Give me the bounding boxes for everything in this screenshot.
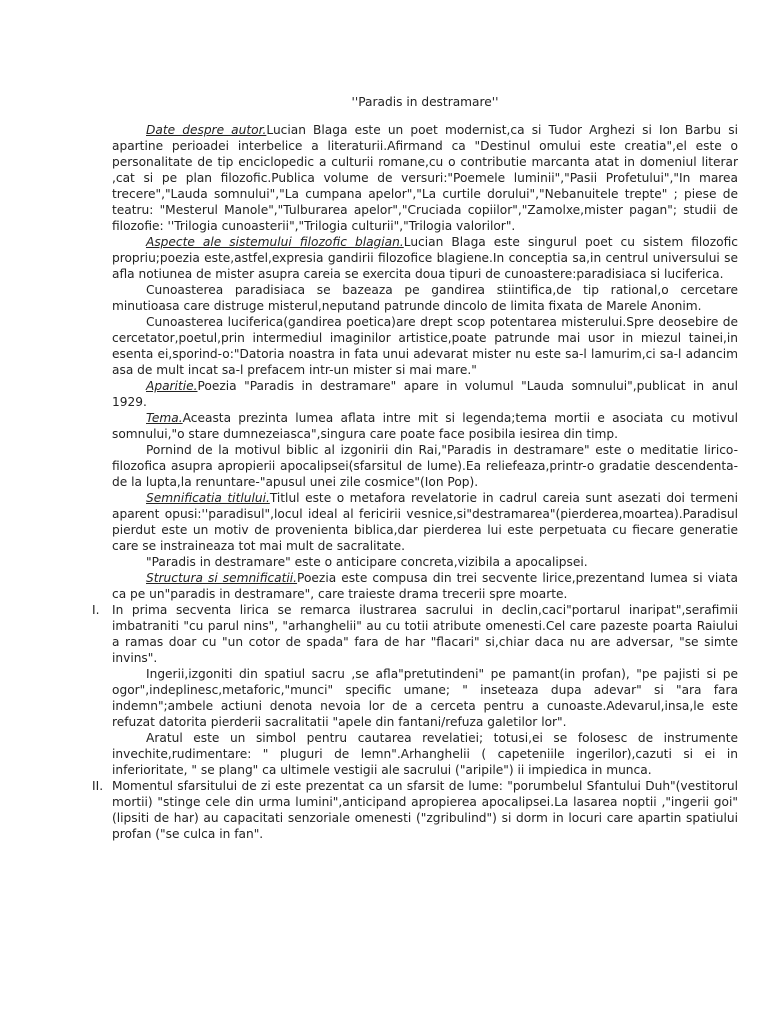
paragraph-appearance xyxy=(112,378,738,410)
section-one xyxy=(92,602,738,666)
paragraph-anticipation xyxy=(112,554,738,570)
paragraph-text: "Paradis in destramare" este o anticipare concreta,vizibila a apocalipsei. xyxy=(146,555,588,569)
paragraph-text: Lucian Blaga este un poet modernist,ca si Tudor Arghezi si Ion Barbu si apartine perioadei interbelice a literaturii.Afirmand ca "Destinul omului este creatia",el este o personalitate de tip enciclopedic a culturii romane,cu o contributie marcanta atat in domeniul literar ,cat si pe plan filozofic.Publica volume de versuri:"Poemele luminii","Pasii Profetului","In marea trecere","Lauda somnului","La cumpana apelor","La curtile dorului","Nebanuitele trepte" ; piese de teatru: "Mesterul Manole","Tulburarea apelor","Cruciada copiilor","Zamolxe,mister pagan"; studii de filozofie: ''Trilogia cunoasterii","Trilogia culturii","Trilogia valorilor". xyxy=(112,123,738,233)
paragraph-paradisiac xyxy=(112,282,738,314)
paragraph-author xyxy=(112,122,738,234)
section-text: In prima secventa lirica se remarca ilustrarea sacrului in declin,caci"portarul inaripat",serafimii imbatraniti "cu parul nins", "arhanghelii" au cu totii atribute omenesti.Cel care pazeste poarta Raiului a ramas doar cu "un cotor de spada" fara de har "flacari" si,chiar daca nu are adversar, "se simte invins". xyxy=(112,603,738,665)
section-text: Momentul sfarsitului de zi este prezentat ca un sfarsit de lume: "porumbelul Sfantului Duh"(vestitorul mortii) "stinge cele din urma lumini",anticipand apropierea apocalipsei.La lasarea noptii ,"ingerii goi"(lipsiti de har) au capacitati senzoriale omenesti ("zgribulind") si dorm in locuri care apartin spatiului profan ("se culca in fan". xyxy=(112,779,738,841)
paragraph-text: Aceasta prezinta lumea aflata intre mit si legenda;tema mortii e asociata cu motivul somnului,"o stare dumnezeiasca",singura care poate face posibila iesirea din timp. xyxy=(112,411,738,441)
paragraph-text: Pornind de la motivul biblic al izgonirii din Rai,"Paradis in destramare" este o meditatie lirico-filozofica asupra apropierii apocalipsei(sfarsitul de lume).Ea reliefeaza,printr-o gradatie descendenta-de la lupta,la renuntare-"apusul unei zile cosmice"(Ion Pop). xyxy=(112,443,738,489)
section-number: I. xyxy=(92,603,100,617)
section-number: II. xyxy=(92,779,104,793)
heading-appearance: Aparitie. xyxy=(146,379,198,393)
heading-philosophy: Aspecte ale sistemului filozofic blagian. xyxy=(146,235,404,249)
section-two xyxy=(92,778,738,842)
paragraph-text: Titlul este o metafora revelatorie in cadrul careia sunt asezati doi termeni aparent opusi:''paradisul",locul ideal al fericirii vesnice,si"destramarea"(pierderea,moartea).Paradisul pierdut este un motiv de provenienta biblica,dar pierderea lui este perpetuata cu fiecare generatie care se instraineaza tot mai mult de sacralitate. xyxy=(112,491,738,553)
paragraph-philosophy xyxy=(112,234,738,282)
paragraph-text: Lucian Blaga este singurul poet cu sistem filozofic propriu;poezia este,astfel,expresia gandirii filozofice blagiene.In conceptia sa,in centrul universului se afla notiunea de mister asupra careia se exercita doua tipuri de cunoastere:paradisiaca si luciferica. xyxy=(112,235,738,281)
paragraph-angels xyxy=(112,666,738,730)
paragraph-text: Ingerii,izgoniti din spatiul sacru ,se afla"pretutindeni" pe pamant(in profan), "pe pajisti si pe ogor",indeplinesc,metaforic,"munci" specific umane; " inseteaza dupa adevar" si "ara fara indemn";ambele actiuni denota nevoia lor de a cerceta pentru a cunoaste.Adevarul,insa,le este refuzat datorita pierderii sacralitatii "apele din fantani/refuza galetilor lor". xyxy=(112,667,738,729)
heading-theme: Tema. xyxy=(146,411,183,425)
paragraph-structure xyxy=(112,570,738,602)
paragraph-text: Aratul este un simbol pentru cautarea revelatiei; totusi,ei se folosesc de instrumente invechite,rudimentare: " pluguri de lemn".Arhanghelii ( capeteniile ingerilor),cazuti si ei in inferioritate, " se plang" ca ultimele vestigii ale sacrului ("aripile") ii impiedica in munca. xyxy=(112,731,738,777)
paragraph-text: Cunoasterea paradisiaca se bazeaza pe gandirea stiintifica,de tip rational,o cercetare minutioasa care distruge misterul,neputand patrunde dincolo de limita fixata de Marele Anonim. xyxy=(112,283,738,313)
document-title: ''Paradis in destramare'' xyxy=(351,95,499,109)
paragraph-title-meaning xyxy=(112,490,738,554)
paragraph-text: Poezia "Paradis in destramare" apare in volumul "Lauda somnului",publicat in anul 1929. xyxy=(112,379,738,409)
paragraph-text: Cunoasterea luciferica(gandirea poetica)are drept scop potentarea misterului.Spre deosebire de cercetator,poetul,prin intermediul imaginilor artistice,poate patrunde mai usor in miezul tainei,in esenta ei,sporind-o:"Datoria noastra in fata unui adevarat mister nu este sa-l lamurim,ci sa-l adancim asa de mult incat sa-l prefacem intr-un mister si mai mare." xyxy=(112,315,738,377)
paragraph-text: Poezia este compusa din trei secvente lirice,prezentand lumea si viata ca pe un"paradis in destramare", care traieste drama trecerii spre moarte. xyxy=(112,571,738,601)
paragraph-theme xyxy=(112,410,738,442)
heading-author: Date despre autor. xyxy=(146,123,267,137)
heading-title-meaning: Semnificatia titlului. xyxy=(146,491,270,505)
paragraph-biblical-motif xyxy=(112,442,738,490)
heading-structure: Structura si semnificatii. xyxy=(146,571,298,585)
paragraph-plowing xyxy=(112,730,738,778)
paragraph-luciferic xyxy=(112,314,738,378)
